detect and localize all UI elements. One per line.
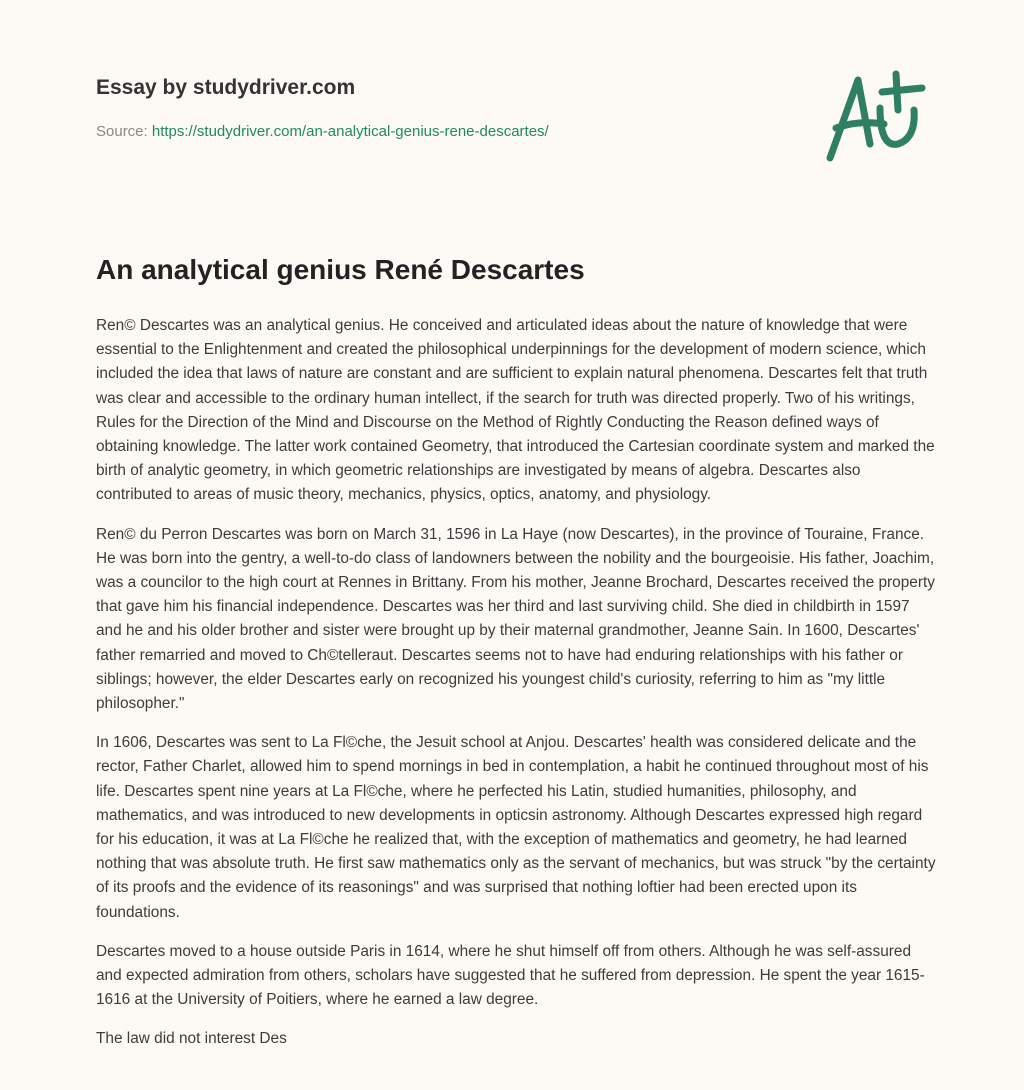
a-plus-logo-icon — [818, 66, 928, 166]
source-link[interactable]: https://studydriver.com/an-analytical-genius-rene-descartes/ — [151, 123, 549, 140]
source-line — [96, 123, 549, 140]
paragraph: Descartes moved to a house outside Paris in 1614, where he shut himself off from others. Although he was self-assured and expected admiration from others, scholars have suggested that he suffered from depression. He spent the year 1615-1616 at the University of Poitiers, where he earned a law degree. — [96, 942, 925, 1009]
paragraph: Ren© du Perron Descartes was born on March 31, 1596 in La Haye (now Descartes), in the province of Touraine, France. He was born into the gentry, a well-to-do class of landowners between the nobility and the bourgeoisie. His father, Joachim, was a councilor to the high court at Rennes in Brittany. From his mother, Jeanne Brochard, Descartes received the property that gave him his financial independence. Descartes was her third and last surviving child. She died in childbirth in 1597 and he and his older brother and sister were brought up by their maternal grandmother, Jeanne Sain. In 1600, Descartes' father remarried and moved to Ch©telleraut. Descartes seems not to have had enduring relationships with his father or siblings; however, the elder Descartes early on recognized his youngest child's curiosity, referring to him as "my little philosopher." — [96, 525, 935, 713]
paragraph: Ren© Descartes was an analytical genius. He conceived and articulated ideas about the nature of knowledge that were essential to the Enlightenment and created the philosophical underpinnings for the development of modern science, which included the idea that laws of nature are constant and are sufficient to explain natural phenomena. Descartes felt that truth was clear and accessible to the ordinary human intellect, if the search for truth was directed properly. Two of his writings, Rules for the Direction of the Mind and Discourse on the Method of Rightly Conducting the Reason defined ways of obtaining knowledge. The latter work contained Geometry, that introduced the Cartesian coordinate system and marked the birth of analytic geometry, in which geometric relationships are investigated by means of algebra. Descartes also contributed to areas of music theory, mechanics, physics, optics, anatomy, and physiology. — [96, 317, 935, 504]
paragraph: The law did not interest Des — [96, 1030, 287, 1048]
paragraph: In 1606, Descartes was sent to La Fl©che, the Jesuit school at Anjou. Descartes' health was considered delicate and the rector, Father Charlet, allowed him to spend mornings in bed in contemplation, a habit he continued throughout most of his life. Descartes spent nine years at La Fl©che, where he perfected his Latin, studied humanities, philosophy, and mathematics, and was introduced to new developments in opticsin astronomy. Although Descartes expressed high regard for his education, it was at La Fl©che he realized that, with the exception of mathematics and geometry, he had learned nothing that was absolute truth. He first saw mathematics only as the servant of mechanics, but was struck "by the certainty of its proofs and the evidence of its reasonings" and was surprised that nothing loftier had been erected upon its foundations. — [96, 734, 936, 921]
essay-body — [96, 314, 936, 1067]
source-label: Source: — [96, 123, 148, 140]
essay-title: An analytical genius René Descartes — [96, 254, 585, 285]
site-title: Essay by studydriver.com — [96, 76, 356, 99]
